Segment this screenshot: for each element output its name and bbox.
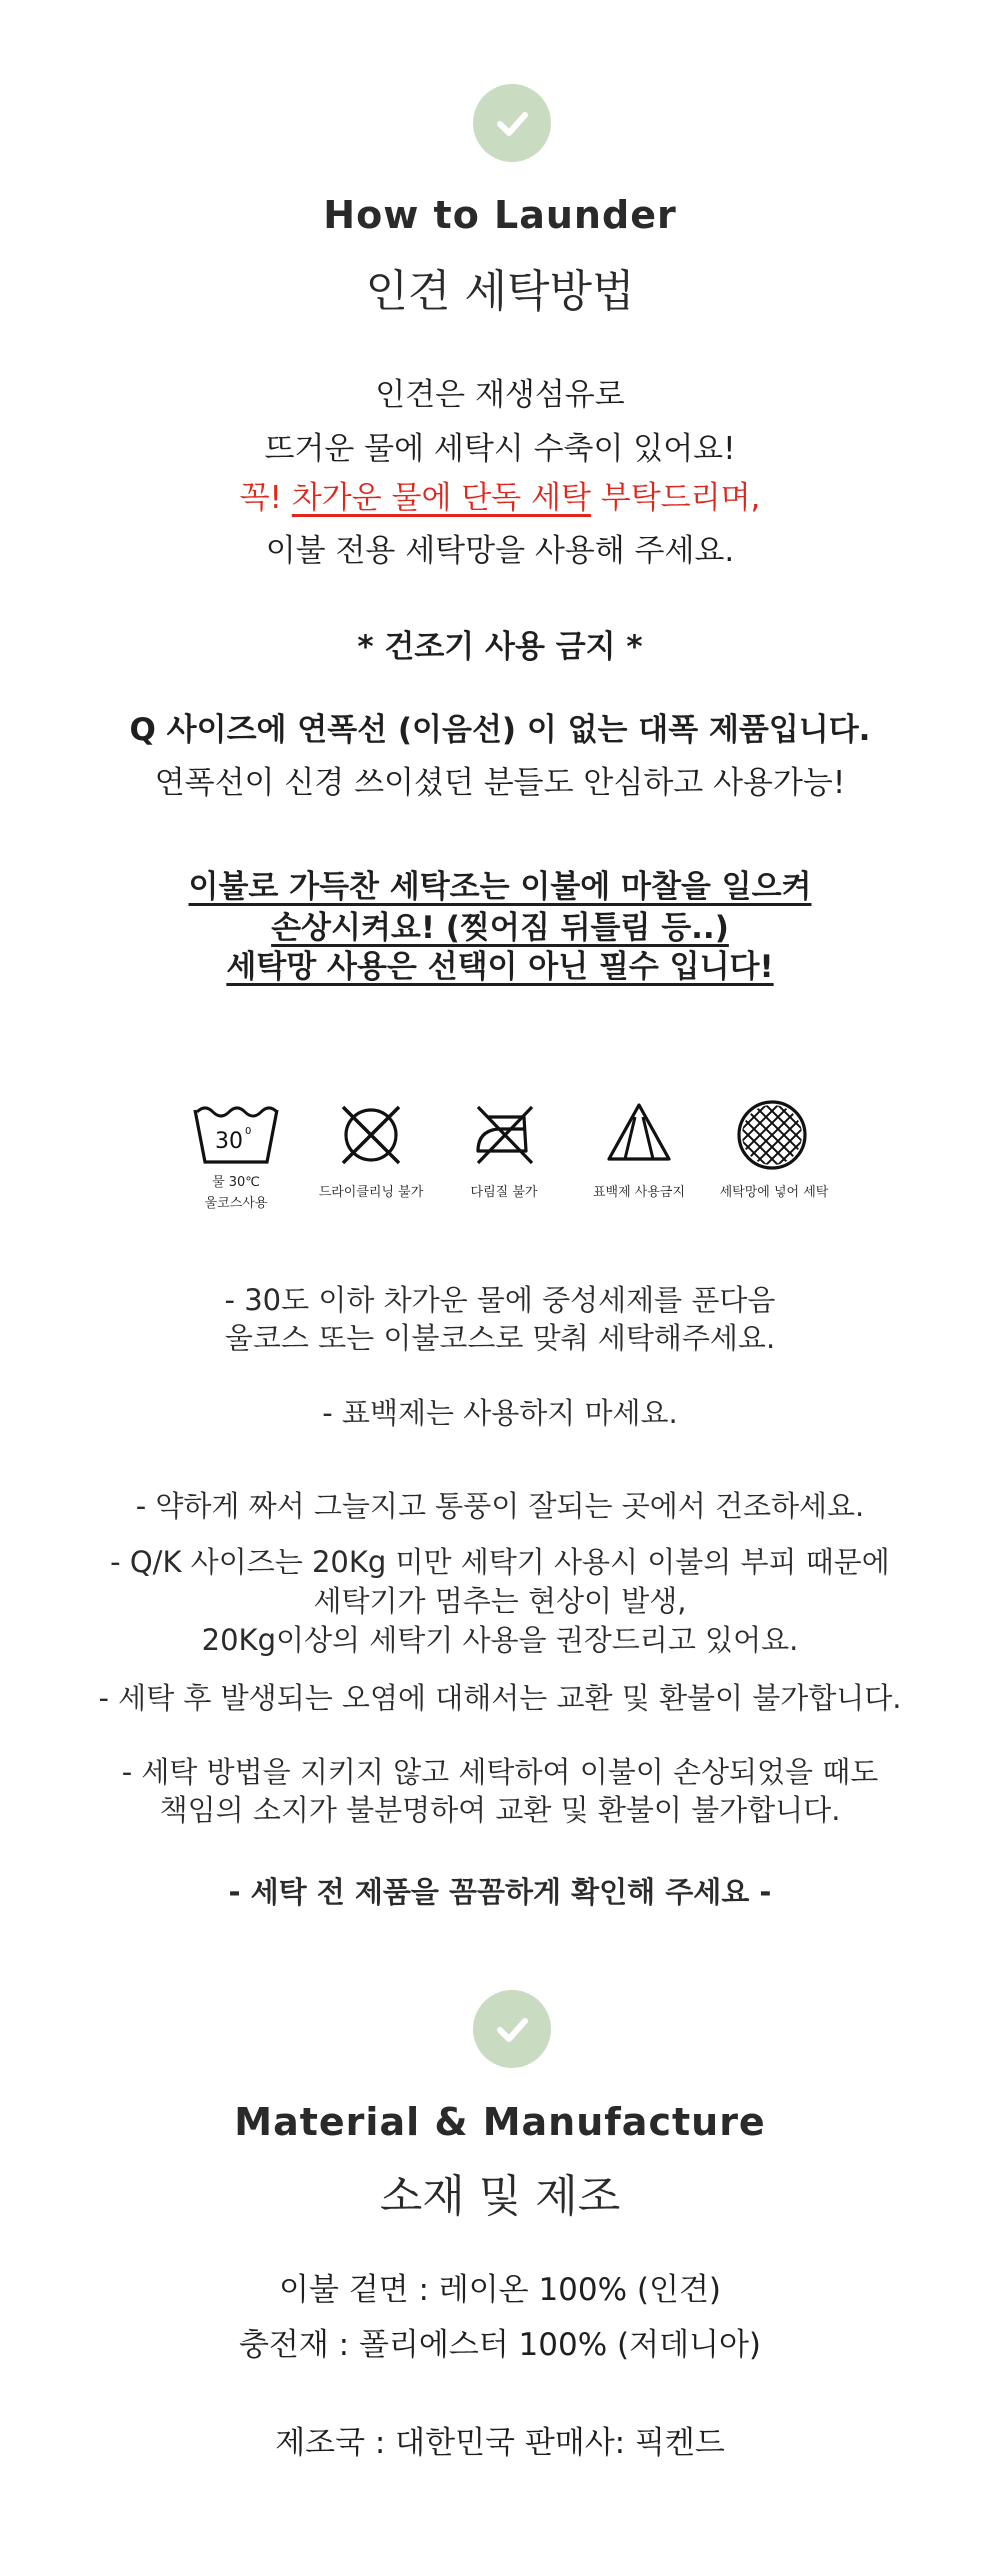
no-bleach-icon [584, 1090, 694, 1180]
instruction-line: - 표백제는 사용하지 마세요. [322, 1396, 678, 1430]
care-caption: 다림질 불가 [470, 1185, 538, 1200]
laundry-net-icon [717, 1090, 827, 1180]
check-badge-icon [473, 84, 551, 162]
care-caption-line: 물 30℃ [212, 1175, 260, 1190]
instruction-line: - 세탁 후 발생되는 오염에 대해서는 교환 및 환불이 불가합니다. [98, 1681, 902, 1715]
instruction-line: - 30도 이하 차가운 물에 중성세제를 푼다음 [224, 1283, 776, 1317]
instruction-line: - Q/K 사이즈는 20Kg 미만 세탁기 사용시 이불의 부피 때문에 [110, 1545, 890, 1579]
instruction-line: - 세탁 방법을 지키지 않고 세탁하여 이불이 손상되었을 때도 [121, 1755, 879, 1789]
instruction-line: 울코스 또는 이불코스로 맞춰 세탁해주세요. [224, 1321, 776, 1355]
no-dryclean-icon [316, 1090, 426, 1180]
section-title-ko: 소재 및 제조 [379, 2171, 621, 2222]
section-title-ko: 인견 세탁방법 [365, 266, 635, 317]
instruction-line: - 약하게 짜서 그늘지고 통풍이 잘되는 곳에서 건조하세요. [135, 1489, 865, 1523]
instruction-line: 세탁기가 멈추는 현상이 발생, [313, 1584, 687, 1618]
section-title-en: Material & Manufacture [234, 2100, 766, 2144]
care-caption: 표백제 사용금지 [592, 1185, 686, 1200]
net-warning-line: 이불로 가득찬 세탁조는 이불에 마찰을 일으켜 [188, 869, 812, 905]
care-caption: 세탁망에 넣어 세탁 [719, 1185, 829, 1200]
section-title-en: How to Launder [323, 193, 677, 237]
care-caption-line: 울코스사용 [204, 1196, 268, 1211]
intro-red-emphasis: 차가운 물에 단독 세탁 [291, 480, 591, 516]
instruction-final: - 세탁 전 제품을 꼼꼼하게 확인해 주세요 - [228, 1875, 772, 1909]
net-warning-line: 세탁망 사용은 선택이 아닌 필수 입니다! [226, 949, 774, 985]
intro-line: 이불 전용 세탁망을 사용해 주세요. [265, 533, 735, 569]
net-warning-line: 손상시켜요! (찢어짐 뒤틀림 등..) [271, 910, 729, 946]
instruction-line: 20Kg이상의 세탁기 사용을 권장드리고 있어요. [201, 1623, 799, 1657]
svg-text:0: 0 [245, 1126, 252, 1137]
instruction-line: 책임의 소지가 불분명하여 교환 및 환불이 불가합니다. [159, 1793, 841, 1827]
dryer-warning: * 건조기 사용 금지 * [357, 629, 643, 665]
care-caption: 드라이클리닝 불가 [318, 1185, 424, 1200]
q-size-notice: Q 사이즈에 연폭선 (이음선) 이 없는 대폭 제품입니다. [129, 712, 871, 748]
intro-line: 뜨거운 물에 세탁시 수축이 있어요! [264, 431, 736, 467]
intro-red-tail: 부탁드리며, [600, 480, 761, 516]
q-size-note: 연폭선이 신경 쓰이셨던 분들도 안심하고 사용가능! [154, 765, 846, 801]
wash-30-tub-icon [181, 1090, 291, 1180]
material-outer: 이불 겉면 : 레이온 100% (인견) [278, 2272, 722, 2308]
check-badge-icon [473, 1990, 551, 2068]
no-iron-icon [449, 1090, 559, 1180]
material-filling: 충전재 : 폴리에스터 100% (저데니아) [238, 2327, 762, 2363]
wash-temp-number: 30 [215, 1129, 243, 1154]
intro-red-prefix: 꼭! [239, 480, 282, 516]
intro-red-line [0, 471, 1000, 525]
manufacture-origin: 제조국 : 대한민국 판매사: 픽켄드 [275, 2425, 725, 2461]
intro-line: 인견은 재생섬유로 [375, 377, 625, 413]
